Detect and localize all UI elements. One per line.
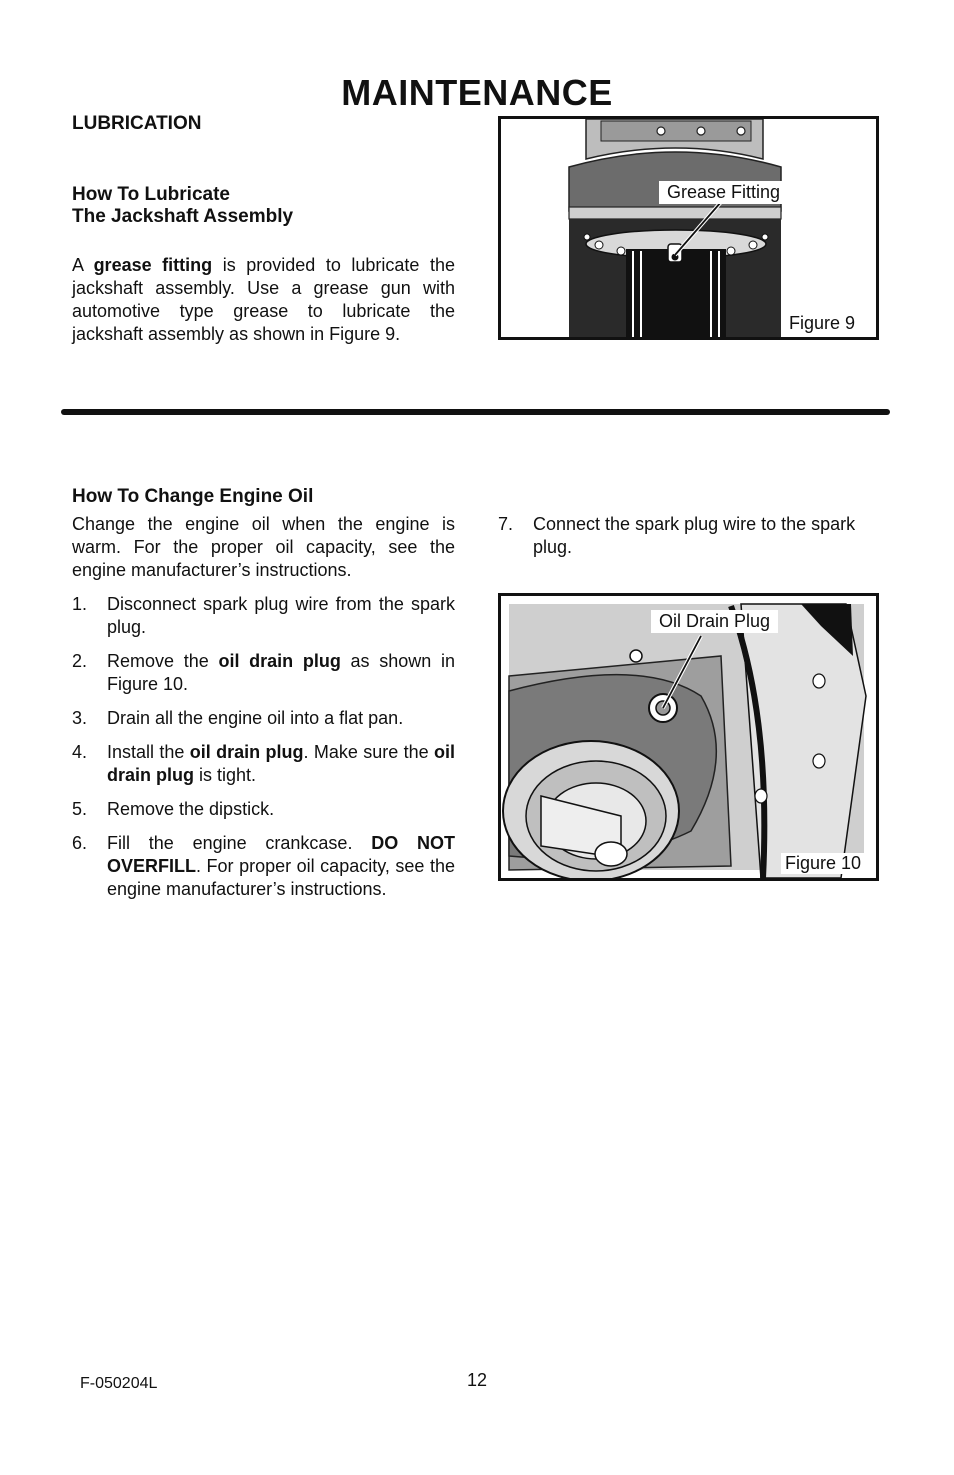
step-number: 1. xyxy=(72,594,88,614)
step-text-segment: Drain all the engine oil into a flat pan. xyxy=(107,708,404,728)
oil-change-steps xyxy=(72,593,455,912)
step-text-bold: oil drain plug xyxy=(218,651,341,671)
para-bold-grease-fitting: grease fitting xyxy=(93,255,213,275)
step-text-segment: as shown in Figure 10. xyxy=(107,651,455,694)
list-item xyxy=(72,593,455,639)
page-number: 12 xyxy=(466,1370,488,1390)
document-code: F-050204L xyxy=(80,1375,158,1392)
figure-10-caption: Figure 10 xyxy=(781,853,865,874)
step-text xyxy=(107,594,455,637)
oil-change-intro: Change the engine oil when the engine is warm. For the proper oil capacity, see the engine manufacturer’s instructions. xyxy=(72,514,455,580)
step-text xyxy=(107,651,455,694)
grease-fitting-label: Grease Fitting xyxy=(659,181,788,204)
list-item xyxy=(72,798,455,821)
step-text-segment: Disconnect spark plug wire from the spark plug. xyxy=(107,594,455,637)
step-text xyxy=(107,833,455,899)
step-text-bold: oil drain plug xyxy=(107,742,456,785)
section-heading-lubrication: LUBRICATION xyxy=(72,113,202,134)
oil-drain-plug-label: Oil Drain Plug xyxy=(651,610,778,633)
para-text-pre: A xyxy=(72,255,94,275)
step-text-segment: Remove the dipstick. xyxy=(107,799,275,819)
step-text xyxy=(107,708,403,728)
subheading-jackshaft xyxy=(72,184,452,228)
step-text: Connect the spark plug wire to the spark plug. xyxy=(533,514,856,557)
subheading-line-1: How To Lubricate xyxy=(72,184,230,205)
list-item xyxy=(72,832,455,901)
step-number: 2. xyxy=(72,651,88,671)
para-text-post: is provided to lubricate the jackshaft assembly. Use a grease gun with automotive type grease to lubricate the jackshaft assembly as shown in Figure 9. xyxy=(72,255,455,344)
oil-change-step-7 xyxy=(498,513,883,570)
list-item xyxy=(72,707,455,730)
list-item xyxy=(72,650,455,696)
figure-10 xyxy=(498,593,879,881)
figure-9 xyxy=(498,116,879,340)
step-text-segment: Install the xyxy=(107,742,190,762)
step-text-segment: . For proper oil capacity, see the engine manufacturer’s instructions. xyxy=(107,856,455,899)
step-text xyxy=(107,742,455,785)
subheading-line-2: The Jackshaft Assembly xyxy=(72,206,294,227)
step-text-segment: Remove the xyxy=(107,651,219,671)
oil-drain-illustration xyxy=(501,596,876,878)
lubrication-paragraph xyxy=(72,254,455,346)
section-divider xyxy=(61,409,890,415)
step-number: 7. xyxy=(498,514,514,534)
step-text-segment: . Make sure the xyxy=(303,742,435,762)
step-text xyxy=(107,799,274,819)
step-number: 6. xyxy=(72,833,88,853)
figure-9-caption: Figure 9 xyxy=(785,313,859,334)
step-text-segment: is tight. xyxy=(194,765,257,785)
step-text-bold: DO NOT OVERFILL xyxy=(107,833,456,876)
step-text-segment: Fill the engine crankcase. xyxy=(107,833,372,853)
step-number: 4. xyxy=(72,742,88,762)
list-item xyxy=(72,741,455,787)
jackshaft-illustration xyxy=(501,119,876,337)
page-title: MAINTENANCE xyxy=(341,72,613,113)
section-heading-oil-change: How To Change Engine Oil xyxy=(72,486,314,507)
list-item xyxy=(498,513,883,559)
step-number: 3. xyxy=(72,708,88,728)
step-text-bold: oil drain plug xyxy=(189,742,304,762)
step-number: 5. xyxy=(72,799,88,819)
